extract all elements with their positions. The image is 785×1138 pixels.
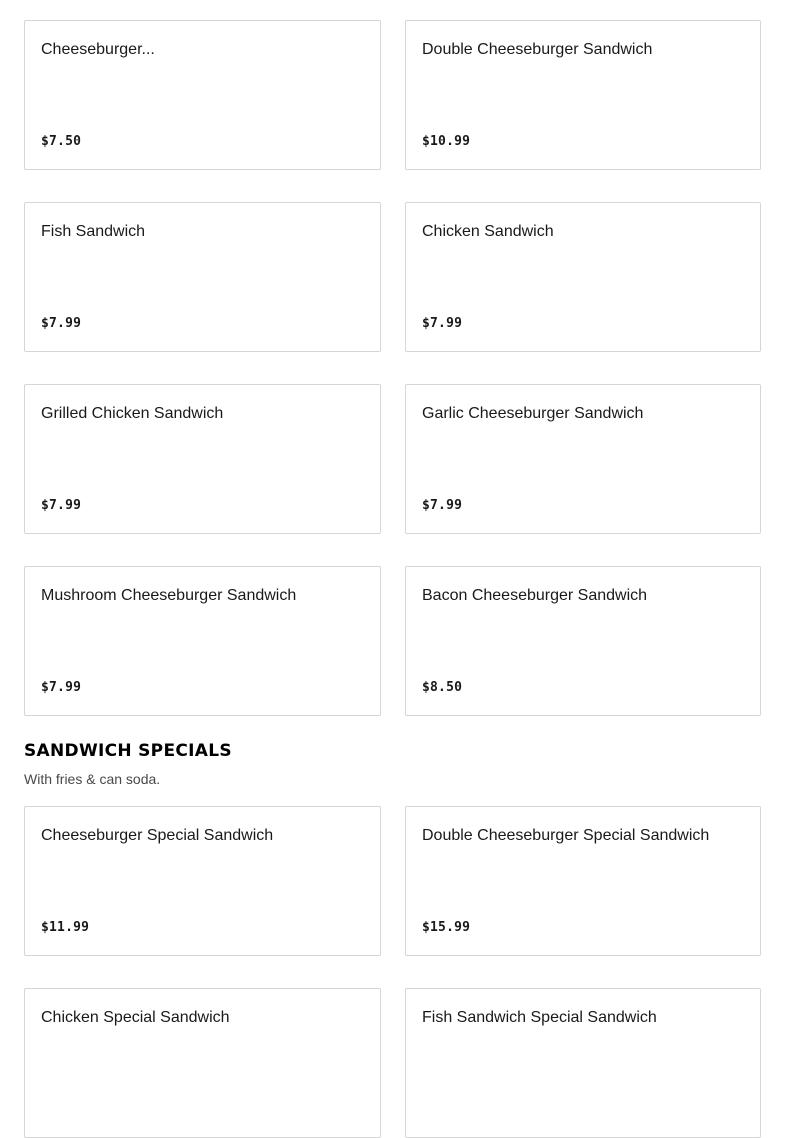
sandwiches-menu-grid — [24, 20, 761, 716]
menu-item-name: Fish Sandwich — [41, 223, 146, 240]
menu-item-name: Fish Sandwich Special Sandwich — [422, 1009, 657, 1026]
menu-item-name: Mushroom Cheeseburger Sandwich — [41, 587, 297, 604]
menu-item-name: Double Cheeseburger Special Sandwich — [422, 827, 710, 844]
menu-item-card[interactable] — [24, 202, 381, 352]
menu-item-name: Cheeseburger... — [41, 41, 155, 58]
menu-item-name: Bacon Cheeseburger Sandwich — [422, 587, 648, 604]
menu-item-card[interactable] — [24, 384, 381, 534]
menu-item-card[interactable] — [405, 384, 761, 534]
menu-item-price: $7.50 — [41, 134, 82, 149]
menu-item-price: $15.99 — [422, 920, 471, 935]
menu-item-name: Chicken Special Sandwich — [41, 1009, 230, 1026]
menu-item-name: Garlic Cheeseburger Sandwich — [422, 405, 644, 422]
menu-item-card[interactable] — [405, 566, 761, 716]
menu-item-price: $7.99 — [41, 680, 82, 695]
menu-item-price: $11.99 — [41, 920, 90, 935]
menu-item-card[interactable] — [405, 20, 761, 170]
menu-item-price: $7.99 — [41, 316, 82, 331]
menu-item-name: Chicken Sandwich — [422, 223, 554, 240]
menu-item-card[interactable] — [24, 988, 381, 1138]
menu-item-price: $10.99 — [422, 134, 471, 149]
menu-item-price: $7.99 — [41, 498, 82, 513]
section-title-sandwich-specials: SANDWICH SPECIALS — [24, 741, 232, 761]
menu-item-name: Double Cheeseburger Sandwich — [422, 41, 653, 58]
section-subtitle: With fries & can soda. — [24, 771, 161, 787]
menu-item-card[interactable] — [405, 988, 761, 1138]
menu-item-name: Grilled Chicken Sandwich — [41, 405, 224, 422]
menu-item-card[interactable] — [405, 202, 761, 352]
menu-item-card[interactable] — [405, 806, 761, 956]
menu-item-card[interactable] — [24, 806, 381, 956]
menu-item-price: $7.99 — [422, 316, 463, 331]
menu-item-card[interactable] — [24, 566, 381, 716]
menu-item-name: Cheeseburger Special Sandwich — [41, 827, 274, 844]
sandwich-specials-menu-grid — [24, 806, 761, 1138]
menu-item-price: $7.99 — [422, 498, 463, 513]
menu-item-card[interactable] — [24, 20, 381, 170]
menu-item-price: $8.50 — [422, 680, 463, 695]
